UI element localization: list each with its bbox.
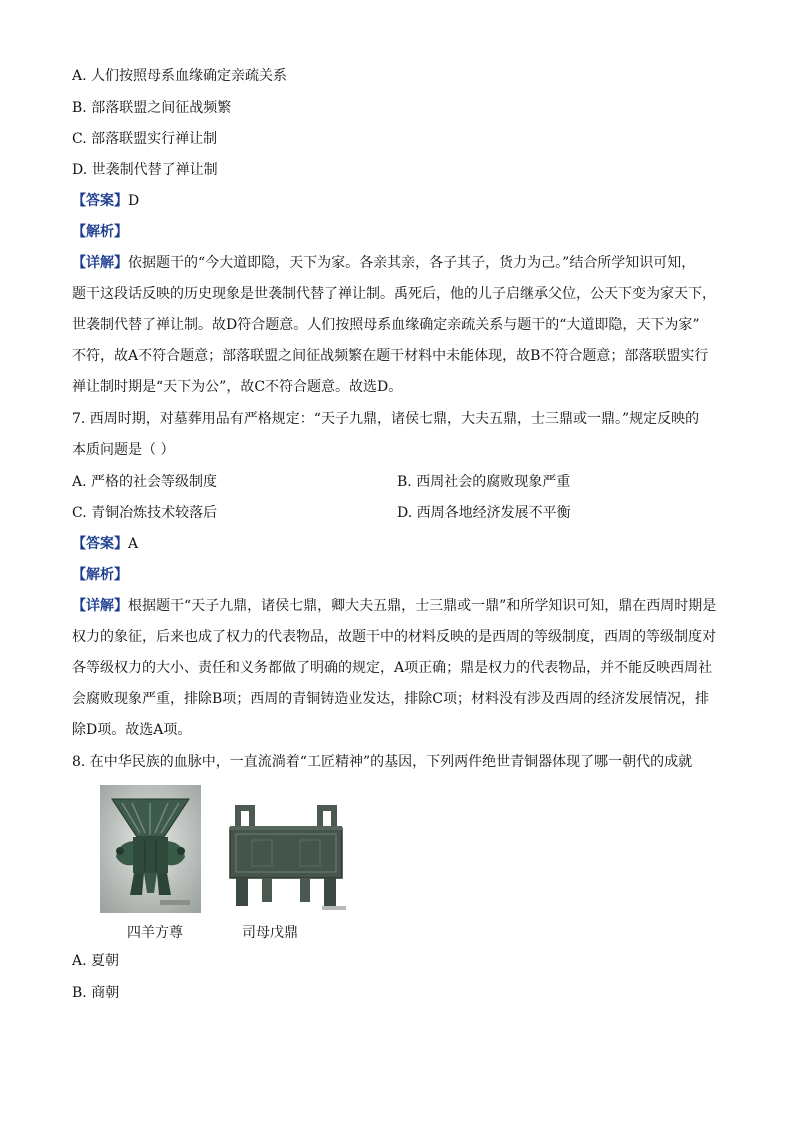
- q7-analysis-tag: [72, 565, 128, 585]
- q7-detail: [72, 591, 724, 746]
- answer-value: D: [128, 193, 140, 209]
- stem-line: 7. 西周时期，对墓葬用品有严格规定：“天子九鼎，诸侯七鼎，大夫五鼎，士三鼎或一鼎。”规定反映的: [72, 411, 700, 427]
- stem-line: 本质问题是（ ）: [72, 442, 175, 458]
- detail-tag: 【详解】: [72, 255, 128, 271]
- q7-option-d: D. 西周各地经济发展不平衡: [397, 505, 571, 521]
- q8-stem: 8. 在中华民族的血脉中，一直流淌着“工匠精神”的基因，下列两件绝世青铜器体现了哪一朝代的成就: [72, 754, 693, 770]
- q7-stem: [72, 404, 724, 466]
- q7-option-b: B. 西周社会的腐败现象严重: [397, 474, 571, 490]
- detail-line: 【详解】根据题干“天子九鼎，诸侯七鼎，卿大夫五鼎，士三鼎或一鼎”和所学知识可知，鼎在西周时期是: [72, 598, 717, 614]
- analysis-tag: 【解析】: [72, 567, 128, 583]
- figure-caption: 司母戊鼎: [242, 925, 298, 941]
- answer-tag: 【答案】: [72, 193, 128, 209]
- q6-analysis-tag: [72, 222, 128, 242]
- detail-line: 各等级权力的大小、责任和义务都做了明确的规定，A项正确；鼎是权力的代表物品，并不能反映西周社: [72, 660, 713, 676]
- detail-line: 【详解】依据题干的“今大道即隐，天下为家。各亲其亲，各子其子，货力为己。”结合所学知识可知，: [72, 255, 696, 271]
- answer-value: A: [128, 536, 139, 552]
- q7-option-c: C. 青铜冶炼技术较落后: [72, 505, 218, 521]
- q6-option-d: D. 世袭制代替了禅让制: [72, 162, 218, 178]
- detail-line: 世袭制代替了禅让制。故D符合题意。人们按照母系血缘确定亲疏关系与题干的“大道即隐，天下为家”: [72, 317, 700, 333]
- detail-line: 除D项。故选A项。: [72, 722, 192, 738]
- figure-caption: 四羊方尊: [127, 925, 183, 941]
- detail-line: 禅让制时期是“天下为公”，故C不符合题意。故选D。: [72, 379, 403, 395]
- detail-line: 会腐败现象严重，排除B项；西周的青铜铸造业发达，排除C项；材料没有涉及西周的经济发展情况，排: [72, 691, 709, 707]
- detail-line: 权力的象征，后来也成了权力的代表物品，故题干中的材料反映的是西周的等级制度，西周的等级制度对: [72, 629, 716, 645]
- q8-option-b: B. 商朝: [72, 985, 120, 1001]
- q6-option-a: A. 人们按照母系血缘确定亲疏关系: [72, 68, 288, 84]
- q7-option-a: A. 严格的社会等级制度: [72, 474, 218, 490]
- q6-answer: [72, 191, 139, 211]
- detail-line: 题干这段话反映的历史现象是世袭制代替了禅让制。禹死后，他的儿子启继承父位，公天下变为家天下，: [72, 286, 716, 302]
- bronze-zun-photo: [100, 785, 201, 913]
- detail-tag: 【详解】: [72, 598, 128, 614]
- q6-option-c: C. 部落联盟实行禅让制: [72, 131, 218, 147]
- bronze-ding-photo: [222, 800, 350, 913]
- q6-option-b: B. 部落联盟之间征战频繁: [72, 100, 232, 116]
- answer-tag: 【答案】: [72, 536, 128, 552]
- q8-option-a: A. 夏朝: [72, 953, 120, 969]
- analysis-tag: 【解析】: [72, 224, 128, 240]
- q7-answer: [72, 534, 138, 554]
- q6-detail: [72, 248, 724, 403]
- detail-line: 不符，故A不符合题意；部落联盟之间征战频繁在题干材料中未能体现，故B不符合题意；部落联盟实行: [72, 348, 709, 364]
